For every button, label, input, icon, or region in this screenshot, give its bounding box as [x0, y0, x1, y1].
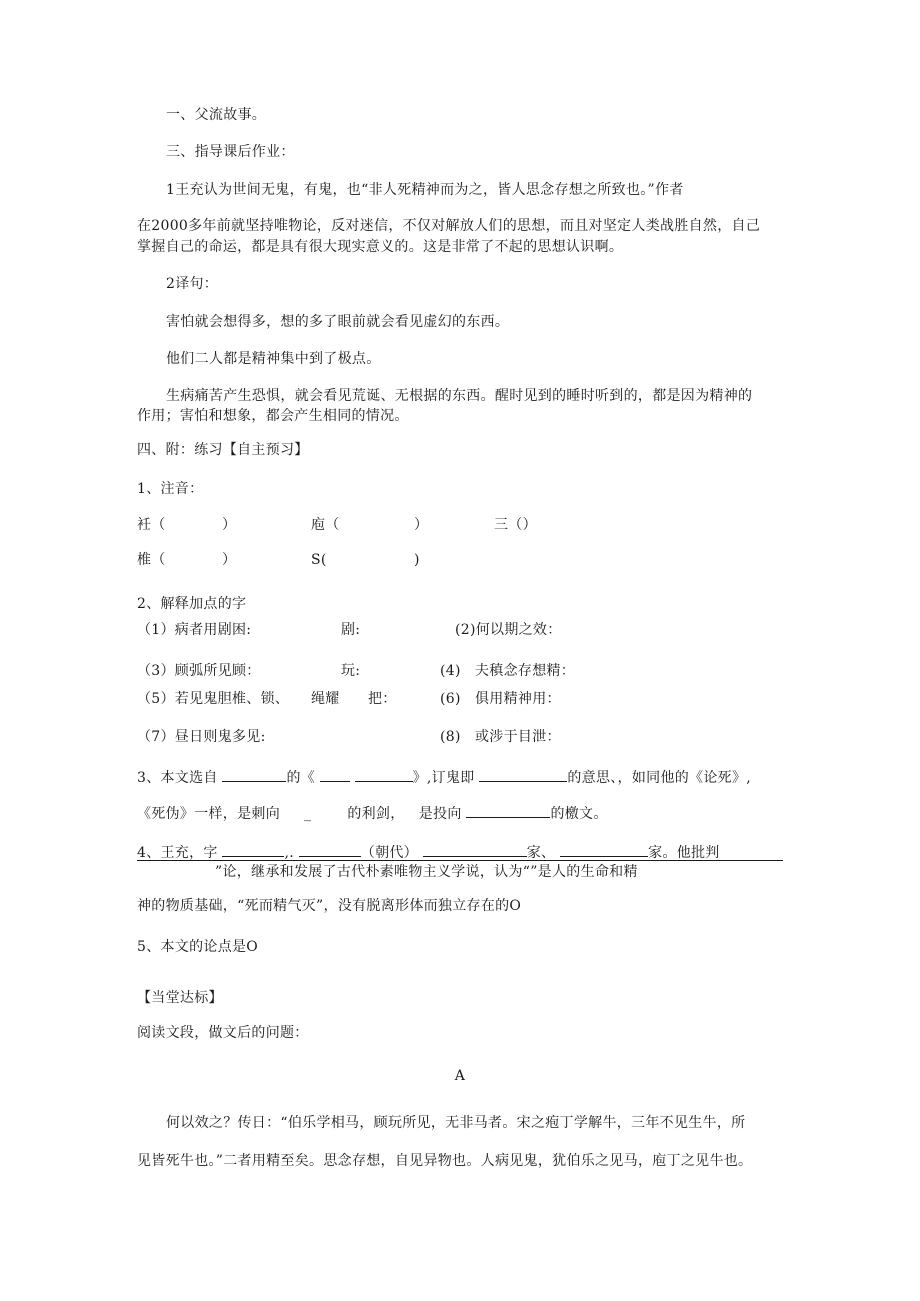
explain-item: 绳耀: [311, 691, 340, 707]
explain-item: （5）若见鬼胆椎、锁、: [137, 691, 290, 707]
explain-item: 玩:: [341, 663, 361, 679]
blank-9[interactable]: [560, 842, 648, 857]
pinyin-item: S(: [311, 552, 327, 568]
explain-item-number: (8): [440, 729, 461, 745]
blank-7[interactable]: [299, 842, 361, 857]
pinyin-item-close: ）: [222, 552, 237, 568]
blank-1[interactable]: [222, 767, 286, 782]
passage-line: 何以效之？传日：“伯乐学相马，顾玩所见，无非马者。宋之疱丁学解牛，三年不见生牛，所: [166, 1115, 746, 1131]
explain-item: 俱用精神用：: [475, 691, 561, 707]
paragraph-line: 掌握自己的命运，都是具有很大现实意义的。这是非常了不起的思想认识啊。: [137, 239, 624, 255]
explain-item-number: (6): [440, 691, 461, 707]
translation-line: 他们二人都是精神集中到了极点。: [166, 351, 381, 367]
section-heading-exchange: 一、父流故事。: [166, 107, 267, 123]
blank-4[interactable]: [479, 767, 567, 782]
question-4-line-3: 神的物质基础，“死而精气灭”，没有脱离形体而独立存在的O: [137, 898, 522, 914]
passage-label: A: [454, 1068, 466, 1084]
explain-item: (2)何以期之效：: [455, 622, 562, 638]
pinyin-item-close: ): [414, 552, 420, 568]
explain-item-number: (4): [440, 663, 461, 679]
pinyin-item: 庖（: [311, 517, 340, 533]
question-3-line-1: 3、本文选自 的《 》,订鬼即 的意思、，如同他的《论死》,: [137, 767, 751, 788]
underline-rule: [137, 860, 783, 861]
blank-8[interactable]: [423, 842, 527, 857]
paragraph-line: 1王充认为世间无鬼，有鬼，也“非人死精神而为之，皆人思念存想之所致也。”作者: [166, 182, 684, 198]
explain-item: （1）病者用剧困:: [137, 622, 252, 638]
translation-line: 生病痛苦产生恐惧，就会看见荒诞、无根据的东西。醒时见到的睡时听到的，都是因为精神的: [166, 388, 753, 404]
blank-6[interactable]: [222, 842, 284, 857]
pinyin-item: 三（）: [494, 517, 537, 533]
section-heading-practice: 四、附：练习【自主预习】: [137, 442, 309, 458]
translate-heading: 2译句：: [166, 276, 219, 292]
paragraph-line: 在2000多年前就坚持唯物论，反对迷信，不仅对解放人们的思想，而且对坚定人类战胜自然，自己: [137, 218, 761, 234]
question-4-line-2: ”论，继承和发展了古代朴素唯物主义学说，认为“”是人的生命和精: [215, 864, 638, 880]
section-heading-classwork: 【当堂达标】: [137, 990, 223, 1006]
reading-instruction: 阅读文段，做文后的问题：: [137, 1025, 309, 1041]
explain-item: 剧:: [341, 622, 361, 638]
explain-item: （3）顾弧所见顾：: [137, 663, 261, 679]
explain-item: 或涉于目泄：: [475, 729, 561, 745]
blank-3[interactable]: [355, 767, 413, 782]
question-5: 5、本文的论点是O: [137, 939, 259, 955]
question-3-line-2: 《死伪》一样，是刺向 _ 的利剑， 是投向 的檄文。: [137, 803, 608, 824]
pinyin-item-close: ）: [222, 517, 237, 533]
blank-5[interactable]: [466, 803, 550, 818]
explain-item: 把：: [368, 691, 397, 707]
pinyin-heading: 1、注音：: [137, 481, 204, 497]
section-heading-homework: 三、指导课后作业：: [166, 144, 295, 160]
translation-line: 害怕就会想得多，想的多了眼前就会看见虚幻的东西。: [166, 314, 510, 330]
pinyin-item: 椎（: [137, 552, 166, 568]
question-4-line-1: 4、王充，字 ,. （朝代） 家、 家。他批判: [137, 842, 720, 863]
explain-item: （7）昼日则鬼多见:: [137, 729, 266, 745]
pinyin-item: 衽（: [137, 517, 166, 533]
blank-2[interactable]: [320, 767, 350, 782]
translation-line: 作用；害怕和想象，都会产生相同的情况。: [137, 408, 409, 424]
pinyin-item-close: ）: [414, 517, 429, 533]
explain-heading: 2、解释加点的字: [137, 596, 247, 612]
passage-line: 见皆死牛也。”二者用精至矣。思念存想，自见异物也。人病见鬼，犹伯乐之见马，庖丁之见牛也。: [137, 1153, 753, 1169]
explain-item: 夫稹念存想精：: [475, 663, 576, 679]
